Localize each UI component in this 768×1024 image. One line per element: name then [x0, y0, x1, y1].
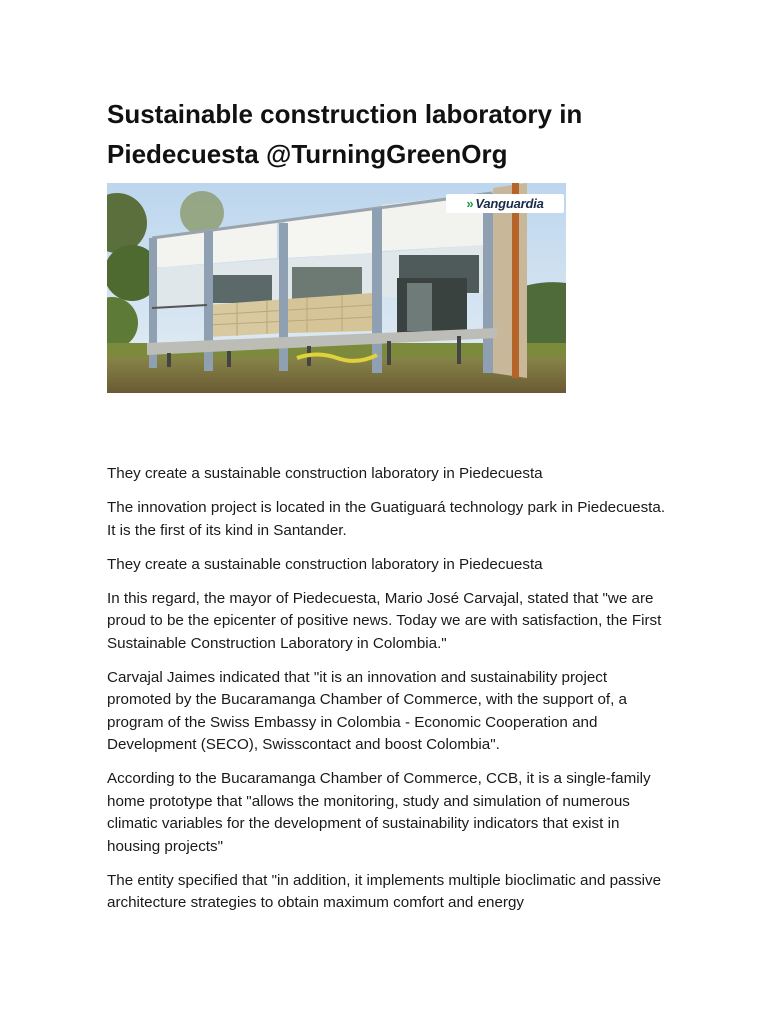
article-photo	[107, 183, 566, 393]
paragraph: In this regard, the mayor of Piedecuesta, Mario José Carvajal, stated that "we are proud to be the epicenter of positive news. Today we are with satisfaction, the First Sustainable Construction Laboratory in Colombia."	[107, 589, 662, 652]
vanguardia-watermark	[446, 194, 564, 213]
chevron-right-icon: »	[466, 196, 474, 211]
paragraph: According to the Bucaramanga Chamber of Commerce, CCB, it is a single-family home prototype that "allows the monitoring, study and simulation of numerous climatic variables for the development of sustainability indicators that exist in housing projects"	[107, 770, 651, 855]
article-body	[107, 463, 667, 926]
building-illustration	[107, 183, 566, 393]
paragraph: The innovation project is located in the Guatiguará technology park in Piedecuesta. It is the first of its kind in Santander.	[107, 499, 666, 539]
article-title: Sustainable construction laboratory in Piedecuesta @TurningGreenOrg	[107, 99, 583, 169]
paragraph: They create a sustainable construction laboratory in Piedecuesta	[107, 465, 543, 482]
paragraph: The entity specified that "in addition, it implements multiple bioclimatic and passive architecture strategies to obtain maximum comfort and energy	[107, 871, 662, 911]
paragraph: They create a sustainable construction laboratory in Piedecuesta	[107, 555, 543, 573]
watermark-label: Vanguardia	[475, 196, 544, 211]
paragraph: Carvajal Jaimes indicated that "it is an innovation and sustainability project promoted by the Bucaramanga Chamber of Commerce, with the support of, a program of the Swiss Embassy in Colombia - Economic Cooperation and Development (SECO), Swisscontact and boost Colombia".	[107, 668, 628, 753]
